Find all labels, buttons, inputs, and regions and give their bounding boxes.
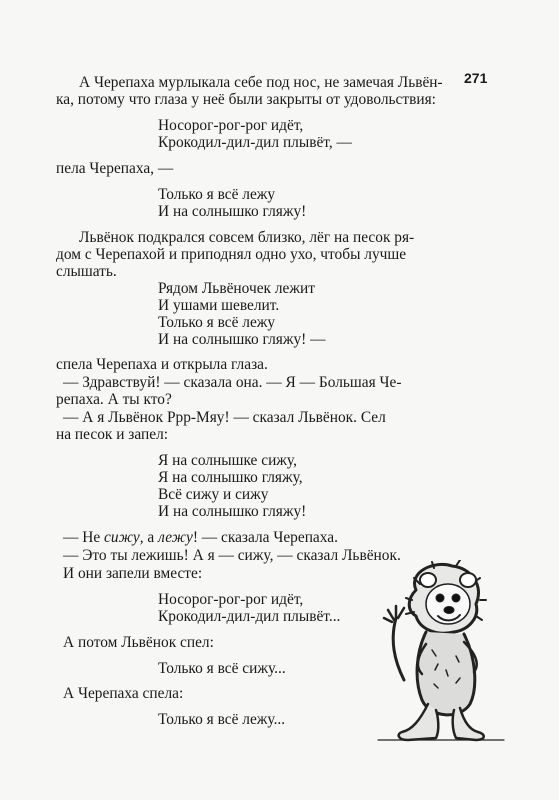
dialogue-line: — А я Львёнок Ррр-Мяу! — сказал Львёнок. Сел — [63, 409, 386, 426]
verse-line: Только я всё лежу... — [158, 711, 286, 728]
verse-line: Только я всё лежу — [158, 314, 276, 331]
verse-line: Рядом Львёночек лежит — [158, 280, 315, 297]
paragraph-line: пела Черепаха, — — [56, 160, 174, 177]
paragraph-line: спела Черепаха и открыла глаза. — [56, 356, 268, 373]
dialogue-line: — Не сижу, а лежу! — сказала Черепаха. — [63, 529, 338, 546]
paragraph-line: дом с Черепахой и приподнял одно ухо, чтобы лучше — [56, 246, 407, 263]
verse-line: Я на солнышке сижу, — [158, 452, 297, 469]
emphasis-word: лежу — [158, 529, 193, 546]
verse-line: Крокодил-дил-дил плывёт... — [158, 608, 341, 625]
paragraph-line: А потом Львёнок спел: — [63, 634, 214, 651]
verse-line: И на солнышко гляжу! — [158, 503, 307, 520]
lion-cub-illustration — [376, 560, 506, 745]
dialogue-line: — Здравствуй! — сказала она. — Я — Большая Че- — [63, 374, 402, 391]
page-number: 271 — [464, 70, 488, 86]
emphasis-word: сижу — [104, 529, 140, 546]
paragraph-line: И они запели вместе: — [63, 565, 203, 582]
paragraph-line: А Черепаха мурлыкала себе под нос, не замечая Львён- — [79, 74, 443, 91]
verse-line: И ушами шевелит. — [158, 297, 280, 314]
dialogue-line: на песок и запел: — [56, 426, 169, 443]
verse-line: Носорог-рог-рог идёт, — [158, 117, 304, 134]
verse-line: Я на солнышко гляжу, — [158, 469, 303, 486]
paragraph-line: А Черепаха спела: — [63, 685, 184, 702]
verse-line: Только я всё сижу... — [158, 660, 286, 677]
verse-line: И на солнышко гляжу! — [158, 203, 307, 220]
paragraph-line: Львёнок подкрался совсем близко, лёг на песок ря- — [79, 229, 415, 246]
verse-line: Всё сижу и сижу — [158, 486, 269, 503]
verse-line: Крокодил-дил-дил плывёт, — — [158, 134, 352, 151]
verse-line: Носорог-рог-рог идёт, — [158, 591, 304, 608]
dialogue-line: репаха. А ты кто? — [56, 391, 172, 408]
dialogue-line: — Это ты лежишь! А я — сижу, — сказал Львёнок. — [63, 547, 401, 564]
verse-line: И на солнышко гляжу! — — [158, 331, 326, 348]
paragraph-line: ка, потому что глаза у неё были закрыты от удовольствия: — [56, 91, 436, 108]
paragraph-line: слышать. — [56, 263, 117, 280]
verse-line: Только я всё лежу — [158, 186, 276, 203]
